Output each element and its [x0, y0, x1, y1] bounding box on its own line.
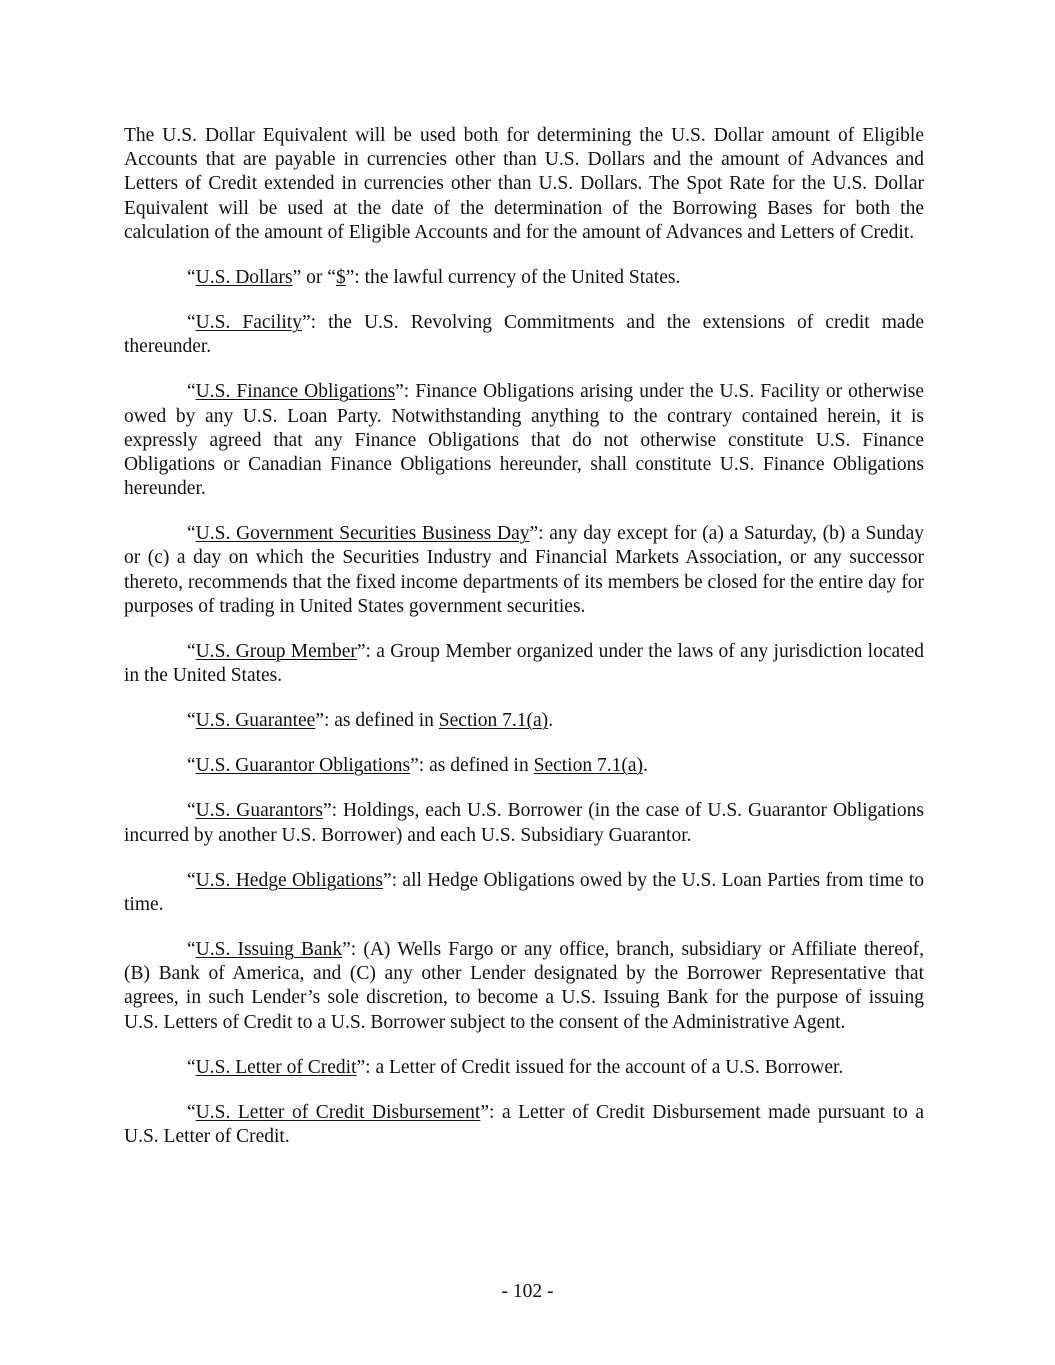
definition-text: ”: the U.S. Revolving Commitments and the extensions of credit made thereunder. — [124, 312, 924, 358]
defined-term: U.S. Guarantee — [195, 710, 316, 732]
section-reference: Section 7.1(a) — [533, 755, 643, 777]
definition-us-issuing-bank — [124, 938, 924, 1035]
defined-term: U.S. Group Member — [195, 640, 357, 662]
definition-us-government-securities-business-day — [124, 522, 924, 619]
definition-text: ”: a Group Member organized under the laws of any jurisdiction located in the United States. — [124, 640, 924, 687]
definition-text: ”: Finance Obligations arising under the U.S. Facility or otherwise owed by any U.S. Loan Party. Notwithstanding anything to the contrary contained herein, it is expressly agreed that any Finance Obligations that do not otherwise constitute U.S. Finance Obligations or Canadian Finance Obligations hereunder, shall constitute U.S. Finance Obligations hereunder. — [124, 381, 924, 500]
open-quote: “ — [187, 1056, 196, 1078]
definition-us-letter-of-credit-disbursement — [124, 1101, 924, 1149]
open-quote: “ — [187, 1101, 196, 1123]
connector-text: ”: as defined in — [315, 710, 439, 732]
defined-term: U.S. Hedge Obligations — [195, 869, 383, 891]
intro-paragraph: The U.S. Dollar Equivalent will be used both for determining the U.S. Dollar amount of Eligible Accounts that are payable in currencies other than U.S. Dollars and the amount of Advances and Letters of Credit extended in currencies other than U.S. Dollars. The Spot Rate for the U.S. Dollar Equivalent will be used at the date of the determination of the Borrowing Bases for both the calculation of the amount of Eligible Accounts and for the amount of Advances and Letters of Credit. — [124, 125, 924, 243]
open-quote: “ — [187, 755, 196, 777]
connector-text: ”: as defined in — [410, 755, 534, 777]
definition-us-guarantors — [124, 799, 924, 847]
definition-text: ”: the lawful currency of the United States. — [345, 266, 681, 288]
defined-term-alt: $ — [335, 266, 346, 288]
definition-us-letter-of-credit — [124, 1056, 924, 1080]
connector-text: ” or “ — [292, 266, 336, 288]
page-number: - 102 - — [501, 1281, 554, 1302]
open-quote: “ — [187, 800, 196, 822]
definition-text: ”: a Letter of Credit Disbursement made pursuant to a U.S. Letter of Credit. — [124, 1101, 924, 1147]
defined-term: U.S. Finance Obligations — [195, 381, 396, 403]
open-quote: “ — [187, 523, 196, 545]
definition-text: ”: all Hedge Obligations owed by the U.S. Loan Parties from time to time. — [124, 869, 924, 915]
defined-term: U.S. Letter of Credit Disbursement — [195, 1101, 481, 1123]
document-body — [124, 124, 924, 1170]
open-quote: “ — [187, 710, 196, 732]
open-quote: “ — [187, 266, 196, 288]
open-quote: “ — [187, 640, 196, 662]
definition-text: ”: Holdings, each U.S. Borrower (in the case of U.S. Guarantor Obligations incurred by another U.S. Borrower) and each U.S. Subsidiary Guarantor. — [124, 800, 924, 846]
definition-us-facility — [124, 311, 924, 359]
defined-term: U.S. Issuing Bank — [195, 938, 343, 960]
open-quote: “ — [187, 312, 196, 333]
definition-us-hedge-obligations — [124, 869, 924, 917]
definition-text: ”: any day except for (a) a Saturday, (b) a Sunday or (c) a day on which the Securities Industry and Financial Markets Association, or any successor thereto, recommends that the fixed income departments of its members be closed for the entire day for purposes of trading in United States government securities. — [124, 523, 924, 617]
definition-us-dollars — [124, 266, 924, 290]
defined-term: U.S. Government Securities Business Day — [195, 523, 530, 545]
definition-text: ”: (A) Wells Fargo or any office, branch, subsidiary or Affiliate thereof, (B) Bank of America, and (C) any other Lender designated by the Borrower Representative that agrees, in such Lender’s sole discretion, to become a U.S. Issuing Bank for the purpose of issuing U.S. Letters of Credit to a U.S. Borrower subject to the consent of the Administrative Agent. — [124, 938, 924, 1033]
open-quote: “ — [187, 938, 196, 960]
definition-us-guarantor-obligations — [124, 754, 924, 778]
defined-term: U.S. Guarantor Obligations — [195, 755, 411, 777]
defined-term: U.S. Letter of Credit — [195, 1056, 357, 1078]
definition-us-finance-obligations — [124, 380, 924, 501]
definition-us-group-member — [124, 640, 924, 688]
section-reference: Section 7.1(a) — [438, 710, 549, 732]
definition-text: ”: a Letter of Credit issued for the account of a U.S. Borrower. — [356, 1056, 844, 1078]
defined-term: U.S. Guarantors — [195, 800, 323, 822]
definition-us-guarantee — [124, 709, 924, 733]
open-quote: “ — [187, 381, 196, 403]
defined-term: U.S. Facility — [195, 312, 302, 333]
open-quote: “ — [187, 869, 196, 891]
closing-punctuation: . — [548, 710, 554, 732]
closing-punctuation: . — [643, 755, 648, 777]
defined-term: U.S. Dollars — [195, 266, 293, 288]
